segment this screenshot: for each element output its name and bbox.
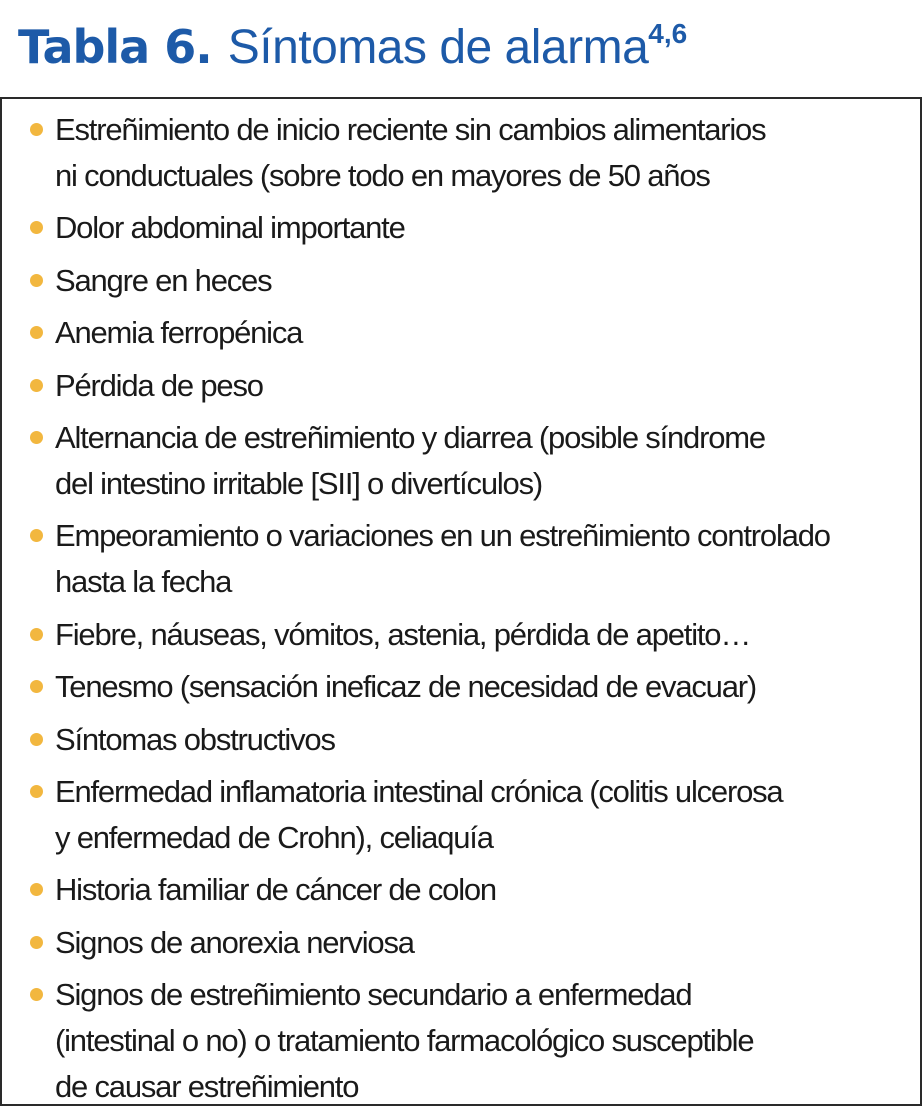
bullet-icon	[30, 680, 43, 693]
bullet-icon	[30, 988, 43, 1001]
list-item-text-line: Enfermedad inflamatoria intestinal crónica (colitis ulcerosa	[55, 773, 783, 809]
list-item	[2, 363, 920, 409]
symptoms-box	[0, 97, 922, 1106]
list-item-text-line: ni conductuales (sobre todo en mayores de 50 años	[55, 158, 710, 193]
reference-superscript: 4,6	[648, 18, 688, 49]
bullet-icon	[30, 274, 43, 287]
list-item-text-line: Pérdida de peso	[55, 367, 263, 403]
bullet-icon	[30, 431, 43, 444]
bullet-icon	[30, 326, 43, 339]
list-item	[2, 612, 920, 658]
table-title-text: Síntomas de alarma	[227, 21, 649, 74]
list-item-text-line: Signos de estreñimiento secundario a enfermedad	[55, 977, 692, 1013]
list-item-text-line: Historia familiar de cáncer de colon	[55, 872, 496, 908]
list-item	[2, 972, 920, 1110]
list-item-text-line: Alternancia de estreñimiento y diarrea (posible síndrome	[55, 419, 765, 455]
list-item-text-line: Signos de anorexia nerviosa	[55, 924, 414, 960]
list-item-text-line: Estreñimiento de inicio reciente sin cambios alimentarios	[55, 112, 766, 147]
list-item	[2, 310, 920, 356]
bullet-icon	[30, 123, 43, 136]
list-item-text-line: Anemia ferropénica	[55, 315, 303, 351]
list-item	[2, 258, 920, 304]
symptom-list	[2, 99, 920, 1110]
list-item-text-line: Empeoramiento o variaciones en un estreñimiento controlado	[55, 518, 830, 554]
list-item-text-line: hasta la fecha	[55, 564, 232, 600]
list-item	[2, 867, 920, 913]
list-item	[2, 664, 920, 710]
bullet-icon	[30, 883, 43, 896]
list-item-text-line: de causar estreñimiento	[55, 1069, 359, 1105]
list-item-text-line: Sangre en heces	[55, 262, 272, 298]
list-item-text-line: Síntomas obstructivos	[55, 721, 335, 757]
list-item-text-line: Dolor abdominal importante	[55, 210, 405, 246]
bullet-icon	[30, 733, 43, 746]
bullet-icon	[30, 785, 43, 798]
list-item-text-line: Fiebre, náuseas, vómitos, astenia, pérdida de apetito…	[55, 616, 751, 652]
bullet-icon	[30, 379, 43, 392]
bullet-icon	[30, 529, 43, 542]
list-item-text-line: y enfermedad de Crohn), celiaquía	[55, 819, 493, 855]
bullet-icon	[30, 936, 43, 949]
list-item	[2, 107, 920, 199]
bullet-icon	[30, 221, 43, 234]
list-item-text-line: Tenesmo (sensación ineficaz de necesidad de evacuar)	[55, 669, 756, 705]
list-item	[2, 920, 920, 966]
table-number-label: Tabla 6.	[18, 20, 212, 74]
list-item	[2, 717, 920, 763]
table-title	[18, 12, 687, 82]
list-item	[2, 205, 920, 251]
list-item-text-line: (intestinal o no) o tratamiento farmacológico susceptible	[55, 1023, 754, 1059]
list-item	[2, 513, 920, 605]
list-item	[2, 415, 920, 507]
list-item	[2, 769, 920, 861]
list-item-text-line: del intestino irritable [SII] o divertículos)	[55, 465, 543, 501]
bullet-icon	[30, 628, 43, 641]
